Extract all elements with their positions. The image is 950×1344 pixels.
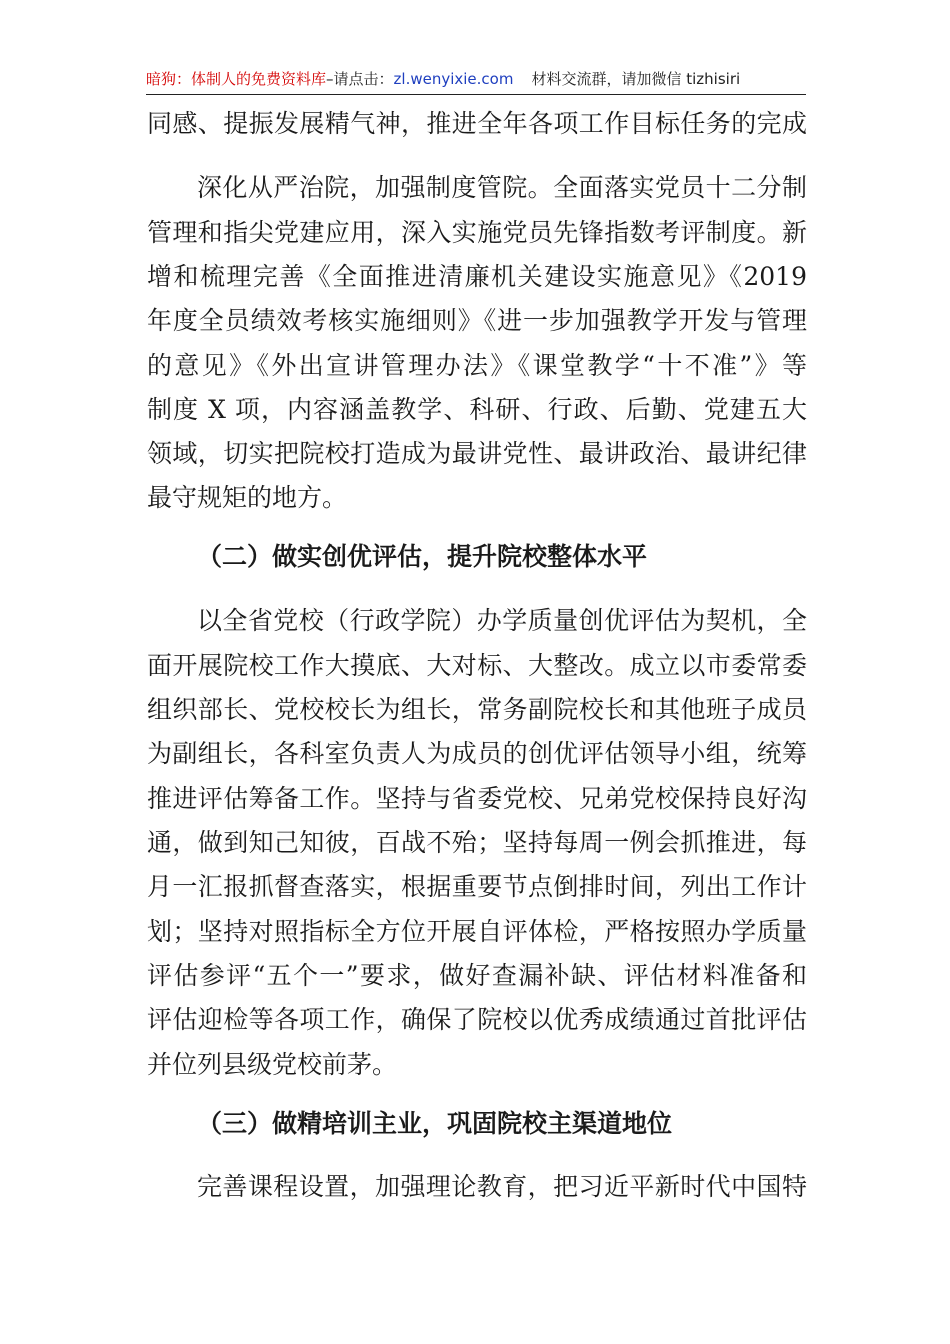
paragraph-line: 增和梳理完善《全面推进清廉机关建设实施意见》《2019 — [147, 262, 807, 291]
paragraph-line: 为副组长，各科室负责人为成员的创优评估领导小组，统筹 — [147, 739, 807, 768]
paragraph-line: 同感、提振发展精气神，推进全年各项工作目标任务的完成 — [147, 109, 807, 138]
paragraph-line: 评估迎检等各项工作，确保了院校以优秀成绩通过首批评估 — [147, 1005, 807, 1034]
paragraph-line: 面开展院校工作大摸底、大对标、大整改。成立以市委常委 — [147, 651, 807, 680]
paragraph-line: 完善课程设置，加强理论教育，把习近平新时代中国特 — [197, 1172, 807, 1201]
paragraph-line: 管理和指尖党建应用，深入实施党员先锋指数考评制度。新 — [147, 218, 807, 247]
paragraph-line: 的意见》《外出宣讲管理办法》《课堂教学“十不准”》等 — [147, 351, 807, 380]
header-url-link[interactable]: zl.wenyixie.com — [393, 70, 514, 88]
header-group-note: 材料交流群，请加微信 tizhisiri — [531, 70, 741, 88]
paragraph-line: 最守规矩的地方。 — [147, 483, 348, 512]
paragraph-line: 年度全员绩效考核实施细则》《进一步加强教学开发与管理 — [147, 306, 807, 335]
paragraph-line: 领域，切实把院校打造成为最讲党性、最讲政治、最讲纪律 — [147, 439, 807, 468]
section-heading: （二）做实创优评估，提升院校整体水平 — [197, 542, 648, 571]
header-click-prompt: –请点击： — [326, 70, 394, 88]
paragraph-line: 深化从严治院，加强制度管院。全面落实党员十二分制 — [197, 173, 807, 202]
paragraph-line: 通，做到知己知彼，百战不殆；坚持每周一例会抓推进，每 — [147, 828, 807, 857]
paragraph-line: 划；坚持对照指标全方位开展自评体检，严格按照办学质量 — [147, 917, 807, 946]
paragraph-line: 以全省党校（行政学院）办学质量创优评估为契机，全 — [197, 606, 807, 635]
header-brand: 暗狗：体制人的免费资料库 — [146, 70, 327, 88]
paragraph-line: 月一汇报抓督查落实，根据重要节点倒排时间，列出工作计 — [147, 872, 807, 901]
paragraph-line: 推进评估筹备工作。坚持与省委党校、兄弟党校保持良好沟 — [147, 784, 807, 813]
section-heading: （三）做精培训主业，巩固院校主渠道地位 — [197, 1109, 673, 1138]
paragraph-line: 并位列县级党校前茅。 — [147, 1050, 398, 1079]
paragraph-line: 制度 X 项，内容涵盖教学、科研、行政、后勤、党建五大 — [147, 395, 807, 424]
paragraph-line: 评估参评“五个一”要求，做好查漏补缺、评估材料准备和 — [147, 961, 807, 990]
paragraph-line: 组织部长、党校校长为组长，常务副院校长和其他班子成员 — [147, 695, 807, 724]
document-header — [146, 66, 806, 95]
